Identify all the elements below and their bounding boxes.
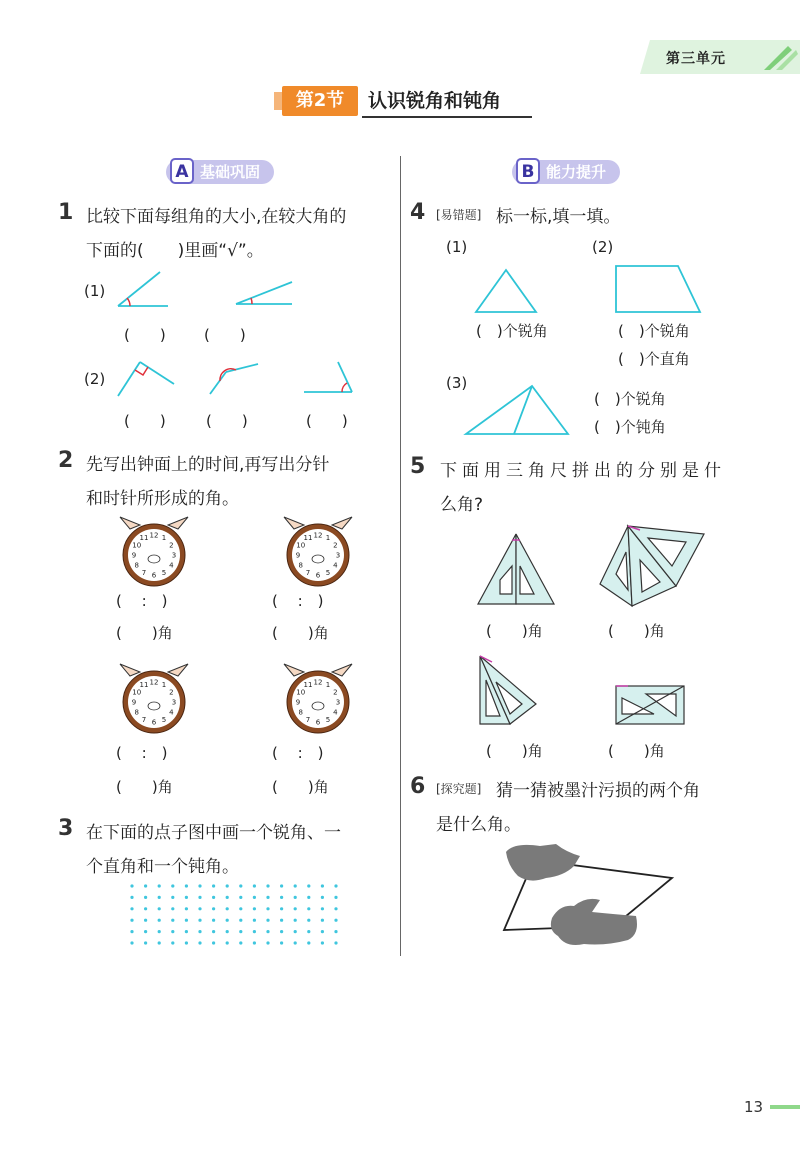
q1-blank-2b[interactable]: ( ): [206, 412, 248, 430]
clock-number: 5: [325, 568, 331, 577]
page-number: 13: [744, 1098, 764, 1116]
clock-number: 3: [171, 551, 177, 560]
q1-line2: 下面的( )里画“√”。: [86, 241, 264, 261]
q5-blank-3[interactable]: ( )角: [486, 742, 543, 760]
clock-number: 4: [333, 708, 338, 717]
q4-2-acute[interactable]: ( )个锐角: [618, 322, 690, 340]
clock-number: 4: [169, 561, 174, 570]
part-b-letter: B: [516, 158, 540, 184]
clock-number: 7: [141, 568, 147, 577]
q2-time-4[interactable]: ( : ): [272, 744, 324, 762]
clock-number: 10: [296, 688, 306, 697]
clock-number: 5: [325, 715, 331, 724]
q6-line1: 猜一猜被墨汁污损的两个角: [496, 781, 700, 801]
q2-angle-3[interactable]: ( )角: [116, 778, 173, 796]
q2-angle-2[interactable]: ( )角: [272, 624, 329, 642]
q6-line2: 是什么角。: [436, 815, 521, 835]
q3-line2: 个直角和一个钝角。: [86, 857, 239, 877]
section-number: 第2节: [282, 86, 358, 116]
q2-time-1[interactable]: ( : ): [116, 592, 168, 610]
q5-blank-4[interactable]: ( )角: [608, 742, 665, 760]
clock-number: 6: [151, 718, 157, 727]
q2-time-2[interactable]: ( : ): [272, 592, 324, 610]
clock-number: 12: [313, 531, 323, 540]
q4-1-acute[interactable]: ( )个锐角: [476, 322, 548, 340]
q4-label-3: (3): [446, 374, 468, 392]
clock-number: 9: [131, 551, 137, 560]
clock-number: 9: [295, 551, 301, 560]
unit-label: 第三单元: [666, 51, 726, 67]
clock-number: 9: [295, 698, 301, 707]
clock-number: 8: [298, 708, 303, 717]
clock-number: 11: [139, 534, 149, 543]
q4-tag: [易错题]: [436, 208, 482, 222]
q6-number: 6: [410, 774, 426, 799]
clock-number: 4: [169, 708, 174, 717]
part-b-title: 能力提升: [546, 163, 607, 181]
clock-number: 1: [325, 681, 331, 690]
clock-number: 10: [132, 688, 142, 697]
clock-number: 9: [131, 698, 137, 707]
clock-number: 3: [335, 698, 341, 707]
clock-number: 1: [161, 681, 167, 690]
clock-number: 1: [325, 534, 331, 543]
q1-label-2: (2): [84, 370, 106, 388]
q2-number: 2: [58, 448, 74, 473]
q4-text: 标一标,填一填。: [496, 207, 621, 227]
page-number-bar: [770, 1105, 800, 1109]
q1-blank-2a[interactable]: ( ): [124, 412, 166, 430]
part-a-title: 基础巩固: [200, 163, 261, 181]
q5-line1: 下面用三角尺拼出的分别是什: [440, 461, 726, 481]
clock-number: 12: [149, 678, 159, 687]
clock-number: 2: [169, 541, 174, 550]
clock-number: 5: [161, 568, 167, 577]
clock-number: 1: [161, 534, 167, 543]
q1-blank-2c[interactable]: ( ): [306, 412, 348, 430]
clock-number: 10: [132, 541, 142, 550]
q1-line1: 比较下面每组角的大小,在较大角的: [86, 207, 347, 227]
q4-number: 4: [410, 200, 426, 225]
clock-number: 12: [313, 678, 323, 687]
clock-number: 6: [315, 571, 321, 580]
q4-label-1: (1): [446, 238, 468, 256]
clock-number: 5: [161, 715, 167, 724]
clock-number: 8: [134, 561, 139, 570]
q3-line1: 在下面的点子图中画一个锐角、一: [86, 823, 341, 843]
clock-number: 3: [171, 698, 177, 707]
clock-number: 10: [296, 541, 306, 550]
q1-label-1: (1): [84, 282, 106, 300]
q6-tag: [探究题]: [436, 782, 482, 796]
q5-blank-1[interactable]: ( )角: [486, 622, 543, 640]
clock-number: 12: [149, 531, 159, 540]
q2-line2: 和时针所形成的角。: [86, 489, 239, 509]
q2-angle-1[interactable]: ( )角: [116, 624, 173, 642]
clock-number: 11: [139, 681, 149, 690]
clock-number: 11: [303, 681, 313, 690]
q3-number: 3: [58, 816, 74, 841]
clock-number: 2: [333, 541, 338, 550]
q5-number: 5: [410, 454, 426, 479]
clock-number: 8: [298, 561, 303, 570]
clock-number: 8: [134, 708, 139, 717]
q5-line2: 么角?: [440, 495, 484, 515]
q2-angle-4[interactable]: ( )角: [272, 778, 329, 796]
q5-blank-2[interactable]: ( )角: [608, 622, 665, 640]
q1-number: 1: [58, 200, 74, 225]
clock-number: 11: [303, 534, 313, 543]
clock-number: 7: [305, 715, 311, 724]
ink-blot-2: [551, 899, 637, 945]
q1-blank-1a[interactable]: ( ): [124, 326, 166, 344]
q4-2-right[interactable]: ( )个直角: [618, 350, 690, 368]
clock-number: 2: [169, 688, 174, 697]
q1-blank-1b[interactable]: ( ): [204, 326, 246, 344]
clock-number: 6: [151, 571, 157, 580]
clock-number: 4: [333, 561, 338, 570]
q4-3-obtuse[interactable]: ( )个钝角: [594, 418, 666, 436]
clock-number: 7: [305, 568, 311, 577]
ink-blot-1: [506, 844, 580, 881]
q4-label-2: (2): [592, 238, 614, 256]
q2-line1: 先写出钟面上的时间,再写出分针: [86, 455, 330, 475]
clock-number: 3: [335, 551, 341, 560]
q4-3-acute[interactable]: ( )个锐角: [594, 390, 666, 408]
q2-time-3[interactable]: ( : ): [116, 744, 168, 762]
section-title: 认识锐角和钝角: [362, 86, 532, 118]
part-a-letter: A: [170, 158, 194, 184]
clock-number: 7: [141, 715, 147, 724]
clock-number: 6: [315, 718, 321, 727]
clock-number: 2: [333, 688, 338, 697]
